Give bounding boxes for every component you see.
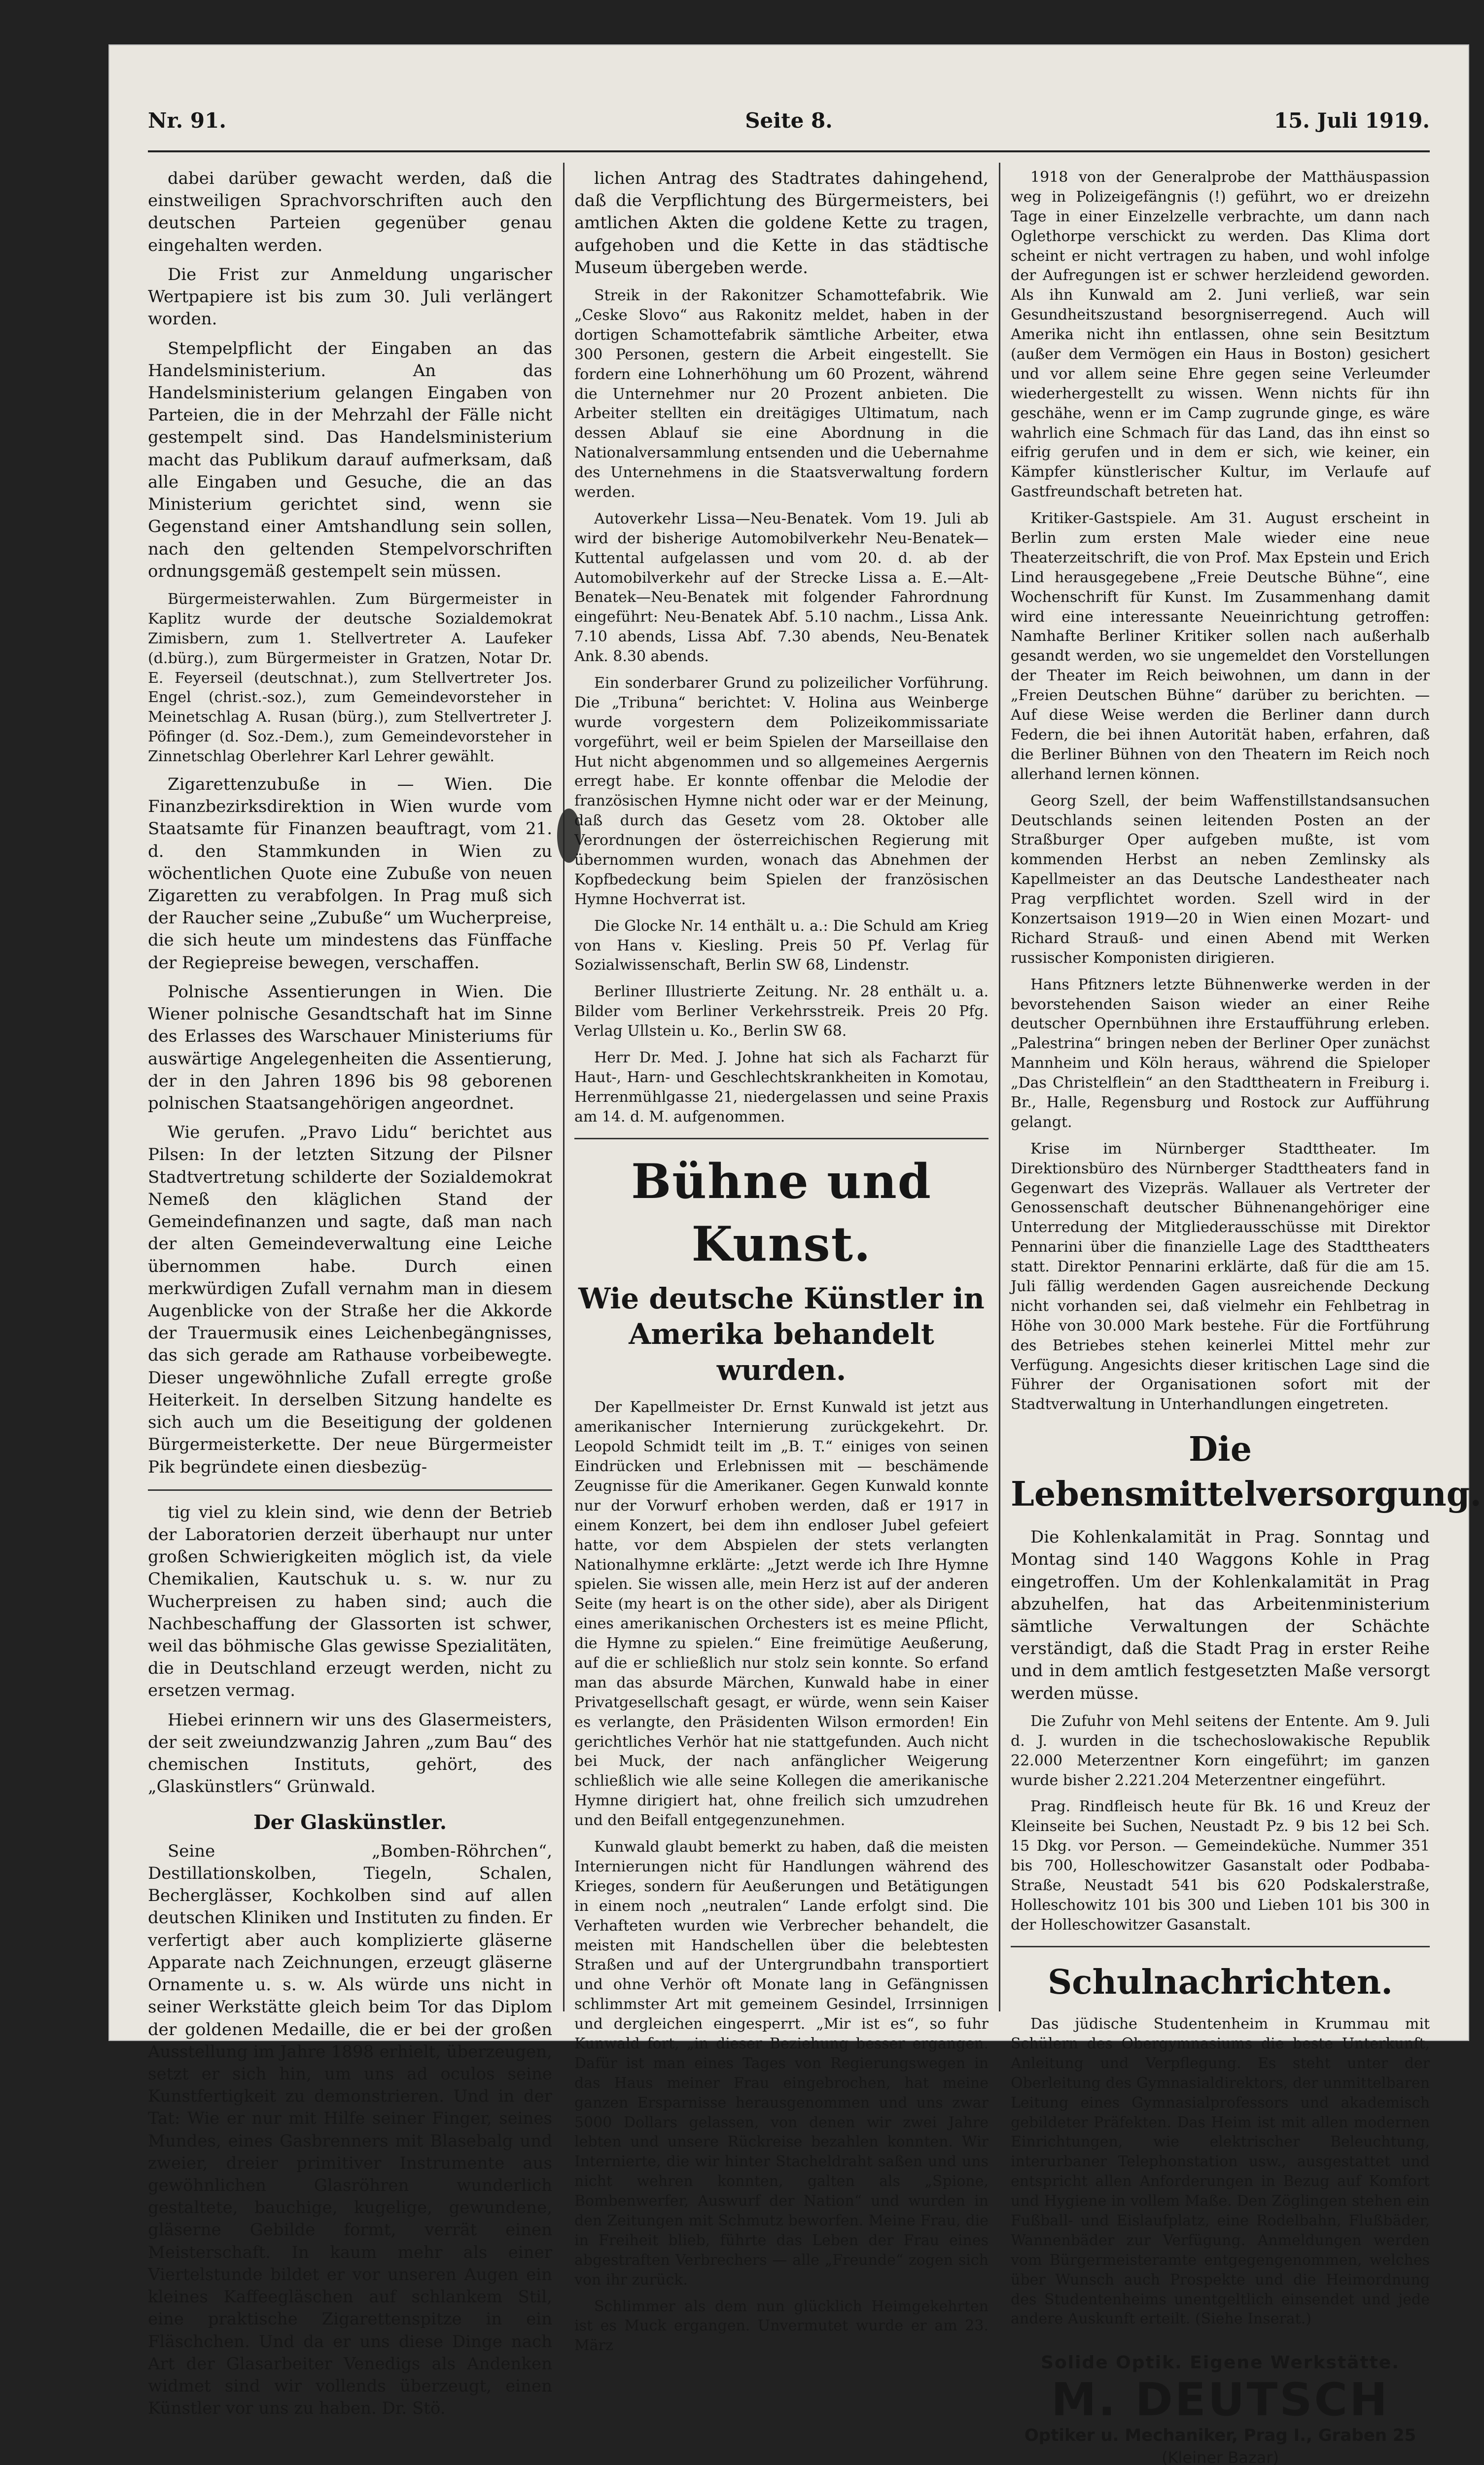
header-rule	[148, 150, 1430, 152]
article-paragraph: Die Glocke Nr. 14 enthält u. a.: Die Schuld am Krieg von Hans v. Kiesling. Preis 50 Pf. Verlag für Sozialwissenschaft, Berlin SW 68, Lindenstr.	[574, 917, 989, 974]
article-paragraph: lichen Antrag des Stadtrates dahingehend, daß die Verpflichtung des Bürgermeisters, bei amtlichen Akten die goldene Kette zu tragen, aufgehoben und die Kette in das städtische Museum übergeben werde.	[574, 169, 989, 278]
article-heading: Der Glaskünstler.	[253, 1810, 447, 1834]
column-3	[1011, 168, 1482, 2465]
article-paragraph: Herr Dr. Med. J. Johne hat sich als Facharzt für Haut-, Harn- und Geschlechtskrankheiten in Komotau, Herrenmühlgasse 21, niedergelassen und seine Praxis am 14. d. M. aufgenommen.	[574, 1049, 989, 1126]
issue-date: 15. Juli 1919.	[1273, 108, 1430, 133]
article-paragraph: Die Kohlenkalamität in Prag. Sonntag und Montag sind 140 Waggons Kohle in Prag eingetroffen. Um der Kohlenkalamität in Prag abzuhelfen, hat das Arbeitenministerium sämtliche Verwaltungen der Schächte verständigt, daß die Stadt Prag in erster Reihe und in dem amtlich festgesetzten Maße versorgt werden müsse.	[1011, 1527, 1430, 1703]
article-paragraph: 1918 von der Generalprobe der Matthäuspassion weg in Polizeigefängnis (!) geführt, wo er dreizehn Tage in einer Einzelzelle verbrachte, um dann nach Oglethorpe verschickt zu werden. Das Klima dort scheint er nicht vertragen zu haben, und wohl infolge der Aufregungen ist er schwer herzleidend geworden. Als ihn Kunwald am 2. Juni verließ, war sein Gesundheitszustand besorgniserregend. Auch will Amerika nicht ihn entlassen, ohne sein Besitztum (außer dem Vermögen ein Haus in Boston) gesichert und vor allem seine Ehre gegen seine Verleumder wiederhergestellt zu wissen. Wenn nichts für ihn geschähe, wenn er im Camp zugrunde ginge, es wäre wahrlich eine Schmach für das Land, das ihn einst so eifrig gerufen und in dem er sich, wie keiner, ein Kämpfer künstlerischer Kultur, im Verlaufe auf Gastfreundschaft betreten hat.	[1011, 169, 1430, 501]
article-paragraph: Wie gerufen. „Pravo Lidu“ berichtet aus Pilsen: In der letzten Sitzung der Pilsner Stadtvertretung schilderte der Sozialdemokrat Nemeß den kläglichen Stand der Gemeindefinanzen und sagte, daß man nach der alten Gemeindeverwaltung eine Leiche übernommen habe. Durch einen merkwürdigen Zufall vernahm man in diesem Augenblicke von der Straße her die Akkorde der Trauermusik eines Leichenbegängnisses, das sich gerade am Rathause vorbeibewegte. Dieser ungewöhnliche Zufall erregte große Heiterkeit. In derselben Sitzung handelte es sich auch um die Beseitigung der goldenen Bürgermeisterkette. Der neue Bürgermeister Pik begründete einen diesbezüg-	[148, 1123, 552, 1477]
article-paragraph: Ein sonderbarer Grund zu polizeilicher Vorführung. Die „Tribuna“ berichtet: V. Holina aus Weinberge wurde vorgestern dem Polizeikommissariate vorgeführt, weil er beim Spielen der Marseillaise den Hut nicht abgenommen und so allgemeines Aergernis erregt habe. Er konnte offenbar die Melodie der französischen Hymne nicht oder war er der Meinung, daß durch das Gesetz vom 28. Oktober alle Verordnungen der österreichischen Regierung mit übernommen wurden, wonach das Abnehmen der Kopfbedeckung beim Spielen der französischen Hymne Hochverrat ist.	[574, 674, 989, 908]
article-paragraph: Streik in der Rakonitzer Schamottefabrik. Wie „Ceske Slovo“ aus Rakonitz meldet, haben in der dortigen Schamottefabrik sämtliche Arbeiter, etwa 300 Personen, gestern die Arbeit eingestellt. Sie fordern eine Lohnerhöhung um 60 Prozent, während die Unternehmer nur 20 Prozent anbieten. Die Arbeiter stellten ein dreitägiges Ultimatum, nach dessen Ablauf sie eine Abordnung in die Nationalversammlung entsenden und die Uebernahme des Unternehmens in die Staatsverwaltung fordern werden.	[574, 287, 989, 501]
article-paragraph: Berliner Illustrierte Zeitung. Nr. 28 enthält u. a. Bilder vom Berliner Verkehrsstreik. Preis 20 Pfg. Verlag Ullstein u. Ko., Berlin SW 68.	[574, 983, 989, 1040]
column-rule	[999, 163, 1000, 2011]
section-title: Bühne und Kunst.	[631, 1153, 932, 1272]
page-header	[148, 108, 1430, 143]
section-rule	[148, 1489, 552, 1491]
article-paragraph: Schlimmer als dem nun glücklich Heimgekehrten ist es Muck ergangen. Unvermutet wurde er am 23. März	[574, 2297, 989, 2355]
article-paragraph: Das jüdische Studentenheim in Krummau mit Schülern des Obergymnasiums die beste Unterkunft, Anleitung und Verpflegung. Es steht unter der Oberleitung des Gymnasialdirektors, der unmittelbaren Leitung eines Gymnasialprofessors und akademisch gebildeter Präfekten. Das Heim ist mit allen modernen Einrichtungen, wie elektrischer Beleuchtung, interurbaner Telephonstation usw., ausgestattet und entspricht allen Anforderungen in Bezug auf Komfort und Hygiene in vollem Maße. Den Zöglingen stehen ein Fußball- und Eislaufplatz, eine Rodelbahn, Flußbäder, Wannenbäder zur Verfügung. Anmeldungen werden vom Bürgermeisteramte entgegengenommen, welches über Wunsch auch Prospekte und die Heimordnung des Studentenheims unentgeltlich einsendet und jede andere Auskunft erteilt. (Siehe Inserat.)	[1011, 2015, 1430, 2328]
issue-number: Nr. 91.	[148, 108, 226, 133]
article-paragraph: Kunwald glaubt bemerkt zu haben, daß die meisten Internierungen nicht für Handlungen während des Krieges, sondern für Aeußerungen und Betätigungen in einem noch „neutralen“ Lande erfolgt sind. Die Verhafteten wurden wie Verbrecher behandelt, die meisten mit Handschellen über die belebtesten Straßen und auf der Untergrundbahn transportiert und ohne Verhör oft Monate lang in Gefängnissen schlimmster Art mit gemeinem Gesindel, Irrsinnigen und dergleichen eingesperrt. „Mir ist es“, so fuhr Kunwald fort, „in dieser Beziehung besser ergangen. Dafür ist man eines Tages von Regierungswegen in das Haus meiner Frau eingebrochen, hat meine ganzen Ersparnisse herausgenommen und uns zwar 5000 Dollars gelassen, von denen wir zwei Jahre lebten und unsere Rückreise bezahlen konnten. Wir Internierte, die wir hinter Stacheldraht saßen und uns nicht wehren konnten, galten als „Spione, Bombenwerfer, Auswurf der Nation“ und wurden in den Zeitungen mit Schmutz beworfen. Meine Frau, die in Freiheit blieb, führte das Leben der Frau eines abgestraften Verbrechers — alle „Freunde“ zogen sich von ihr zurück.	[574, 1838, 989, 2289]
article-headline: Wie deutsche Künstler in Amerika behandelt wurden.	[578, 1281, 985, 1387]
ad-tagline: Solide Optik. Eigene Werkstätte.	[1041, 2353, 1400, 2373]
article-paragraph: Seine „Bomben-Röhrchen“, Destillationskolben, Tiegeln, Schalen, Becherglässer, Kochkolben sind auf allen deutschen Kliniken und Instituten zu finden. Er verfertigt aber auch komplizierte gläserne Apparate nach Zeichnungen, erzeugt gläserne Ornamente u. s. w. Als würde uns nicht in seiner Werkstätte gleich beim Tor das Diplom der goldenen Medaille, die er bei der großen Ausstellung im Jahre 1898 erhielt, überzeugen, setzt er sich hin, um uns ad oculos seine Kunstfertigkeit zu demonstrieren. Und in der Tat: Wie er nur mit Hilfe seiner Finger, seines Mundes, eines Gasbrenners mit Blasebalg und zweier, dreier primitiver Instrumente aus gewöhnlichen Glasröhren wunderlich gestaltete, bauchige, kugelige, gewundene, gläserne Gebilde formt, verrät einen Meisterschaft. In kaum mehr als einer Viertelstunde bildet er vor unseren Augen ein kleines Kaffeegläschen auf schlankem Stil, eine praktische Zigarettenspitze in ein Fläschchen. Und da er uns diese Dinge nach Art der Glasarbeiter Venedigs als Andenken widmet sind wir vollends überzeugt, einen Künstler vor uns zu haben. Dr. Stö.	[148, 1841, 552, 2419]
article-paragraph: tig viel zu klein sind, wie denn der Betrieb der Laboratorien derzeit überhaupt nur unter großen Schwierigkeiten möglich ist, da viele Chemikalien, Kautschuk u. s. w. nur zu Wucherpreisen zu haben sind; auch die Nachbeschaffung der Glassorten ist schwer, weil das böhmische Glas gewisse Spezialitäten, die in Deutschland erzeugt werden, nicht zu ersetzen vermag.	[148, 1502, 552, 1701]
optician-advertisement	[1011, 2341, 1430, 2465]
ad-company-name: M. DEUTSCH	[1051, 2373, 1389, 2427]
section-rule	[574, 1138, 989, 1139]
ad-address: Optiker u. Mechaniker, Prag I., Graben 25	[1024, 2426, 1416, 2446]
article-paragraph: Der Kapellmeister Dr. Ernst Kunwald ist jetzt aus amerikanischer Internierung zurückgekehrt. Dr. Leopold Schmidt teilt im „B. T.“ einiges von seinen Eindrücken und Erlebnissen mit — beschämende Zeugnisse für die Amerikaner. Gegen Kunwald konnte nur der Vorwurf erhoben werden, daß er 1917 in einem Konzert, bei dem ihn endloser Jubel gefeiert hatte, vor dem Abspielen der stets verlangten Nationalhymne erklärte: „Jetzt werde ich Ihre Hymne spielen. Sie wissen alle, mein Herz ist auf der anderen Seite (my heart is on the other side), aber als Dirigent eines amerikanischen Orchesters ist es meine Pflicht, die Hymne zu spielen.“ Eine freimütige Aeußerung, auf die er schließlich nur stolz sein konnte. So erfand man das absurde Märchen, Kunwald habe in einer Privatgesellschaft gesagt, er würde, wenn sein Kaiser es verlangte, den Präsidenten Wilson ermorden! Ein gerichtliches Verhör hat nie stattgefunden. Auch nicht bei Muck, der nach anfänglicher Weigerung schließlich wie alle seine Kollegen die amerikanische Hymne dirigiert hat, ohne freilich sich umzudrehen und den Beifall entgegenzunehmen.	[574, 1399, 989, 1830]
column-1	[148, 168, 552, 2419]
newspaper-page	[108, 44, 1482, 2465]
section-rule	[1011, 1946, 1430, 1947]
article-paragraph: dabei darüber gewacht werden, daß die einstweiligen Sprachvorschriften auch den deutschen Parteien gegenüber genau eingehalten werden.	[148, 169, 552, 255]
article-paragraph: Zigarettenzubuße in — Wien. Die Finanzbezirksdirektion in Wien wurde vom Staatsamte für Finanzen beauftragt, vom 21. d. den Stammkunden in Wien zu wöchentlichen Quote eine Zubuße von neuen Zigaretten zu verabfolgen. In Prag muß sich der Raucher seine „Zubuße“ um Wucherpreise, die sich heute um mindestens das Fünffache der Regiepreise bewegen, verschaffen.	[148, 774, 552, 973]
section-title: Die Lebensmittelversorgung.	[1011, 1430, 1482, 1514]
article-paragraph: Polnische Assentierungen in Wien. Die Wiener polnische Gesandtschaft hat im Sinne des Erlasses des Warschauer Ministeriums für auswärtige Angelegenheiten die Assentierung, der in den Jahren 1896 bis 98 geborenen polnischen Staatsangehörigen angeordnet.	[148, 982, 552, 1114]
section-title: Schulnachrichten.	[1048, 1962, 1393, 2002]
column-rule	[563, 163, 565, 2011]
page-number: Seite 8.	[745, 108, 833, 133]
article-paragraph: Prag. Rindfleisch heute für Bk. 16 und Kreuz der Kleinseite bei Suchen, Neustadt Pz. 9 bis 12 bei Sch. 15 Dkg. vor Person. — Gemeindeküche. Nummer 351 bis 700, Holleschowitzer Gasanstalt oder Podbaba-Straße, Neustadt 541 bis 620 Podskalerstraße, Holleschowitz 101 bis 300 und Lieben 101 bis 300 in der Holleschowitzer Gasanstalt.	[1011, 1798, 1430, 1934]
article-paragraph: Die Frist zur Anmeldung ungarischer Wertpapiere ist bis zum 30. Juli verlängert worden.	[148, 264, 552, 329]
column-2	[574, 168, 989, 2355]
article-paragraph: Die Zufuhr von Mehl seitens der Entente. Am 9. Juli d. J. wurden in die tschechoslowakische Republik 22.000 Meterzentner Korn eingeführt; im ganzen wurde bisher 2.221.204 Meterzentner eingeführt.	[1011, 1712, 1430, 1789]
article-paragraph: Kritiker-Gastspiele. Am 31. August erscheint in Berlin zum ersten Male wieder eine neue Theaterzeitschrift, die von Prof. Max Epstein und Erich Lind herausgegebene „Freie Deutsche Bühne“, eine Wochenschrift für Kunst. Im Zusammenhang damit wird eine interessante Neueinrichtung getroffen: Namhafte Berliner Kritiker sollen nach außerhalb gesandt werden, wo sie ungemeldet den Vorstellungen der Theater im Reich beiwohnen, um dann in der „Freien Deutschen Bühne“ darüber zu berichten. — Auf diese Weise werden die Berliner dann durch Federn, die bei ihnen Autorität haben, erfahren, daß die Berliner Bühnen von den Theatern im Reich noch allerhand lernen können.	[1011, 510, 1430, 783]
article-paragraph: Hiebei erinnern wir uns des Glasermeisters, der seit zweiundzwanzig Jahren „zum Bau“ des chemischen Instituts, gehört, des „Glaskünstlers“ Grünwald.	[148, 1710, 552, 1797]
article-paragraph: Georg Szell, der beim Waffenstillstandsansuchen Deutschlands seinen leitenden Posten an der Straßburger Oper aufgeben mußte, ist vom kommenden Herbst an neben Zemlinsky als Kapellmeister an das Deutsche Landestheater nach Prag verpflichtet worden. Szell wird in der Konzertsaison 1919—20 in Wien einen Mozart- und Richard Strauß- und einen Abend mit Werken russischer Komponisten dirigieren.	[1011, 792, 1430, 967]
article-paragraph: Bürgermeisterwahlen. Zum Bürgermeister in Kaplitz wurde der deutsche Sozialdemokrat Zimisbern, zum 1. Stellvertreter A. Laufeker (d.bürg.), zum Bürgermeister in Gratzen, Notar Dr. E. Feyerseil (deutschnat.), zum Stellvertreter Jos. Engel (christ.-soz.), zum Gemeindevorsteher in Meinetschlag A. Rusan (bürg.), zum Stellvertreter J. Pöfinger (d. Soz.-Dem.), zum Gemeindevorsteher in Zinnetschlag Oberlehrer Karl Lehrer gewählt.	[148, 590, 552, 766]
article-paragraph: Autoverkehr Lissa—Neu-Benatek. Vom 19. Juli ab wird der bisherige Automobilverkehr Neu-Benatek—Kuttental aufgelassen und vom 20. d. ab der Automobilverkehr auf der Strecke Lissa a. E.—Alt-Benatek—Neu-Benatek mit folgender Fahrordnung eingeführt: Neu-Benatek Abf. 5.10 nachm., Lissa Ank. 7.10 abends, Lissa Abf. 7.30 abends, Neu-Benatek Ank. 8.30 abends.	[574, 510, 989, 666]
article-paragraph: Hans Pfitzners letzte Bühnenwerke werden in der bevorstehenden Saison wieder an einer Reihe deutscher Opernbühnen ihre Erstaufführung erleben. „Palestrina“ bringen neben der Berliner Oper zunächst Mannheim und Köln heraus, während die Spieloper „Das Christelflein“ an den Stadttheatern in Freiburg i. Br., Halle, Regensburg und Rostock zur Aufführung gelangt.	[1011, 976, 1430, 1131]
article-paragraph: Stempelpflicht der Eingaben an das Handelsministerium. An das Handelsministerium gelangen Eingaben von Parteien, die in der Mehrzahl der Fälle nicht gestempelt sind. Das Handelsministerium macht das Publikum darauf aufmerksam, daß alle Eingaben und Gesuche, die an das Ministerium gerichtet sind, wenn sie Gegenstand einer Amtshandlung sein sollen, nach den geltenden Stempelvorschriften ordnungsgemäß gestempelt sein müssen.	[148, 338, 552, 581]
article-paragraph: Krise im Nürnberger Stadttheater. Im Direktionsbüro des Nürnberger Stadttheaters fand in Gegenwart des Vizepräs. Wallauer als Vertreter der Genossenschaft deutscher Bühnenangehöriger eine Unterredung der Mitgliederausschüsse mit Direktor Pennarini über die finanzielle Lage des Stadttheaters statt. Direktor Pennarini erklärte, daß für die am 15. Juli fällig werdenden Gagen ausreichende Deckung nicht vorhanden sei, daß vielmehr ein Fehlbetrag in Höhe von 30.000 Mark bestehe. Für die Fortführung des Betriebes stehen keinerlei Mittel mehr zur Verfügung. Angesichts dieser kritischen Lage sind die Führer der Organisationen sofort mit der Stadtverwaltung in Unterhandlungen eingetreten.	[1011, 1140, 1430, 1413]
ad-location-note: (Kleiner Bazar)	[1162, 2448, 1279, 2465]
